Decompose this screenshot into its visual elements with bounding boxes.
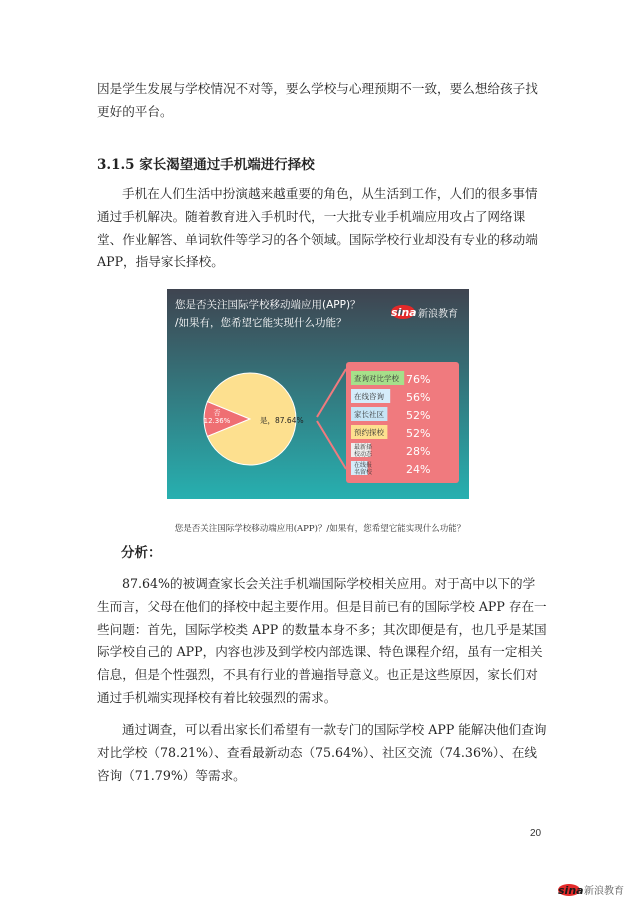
paragraph-analysis: 87.64%的被调查家长会关注手机端国际学校相关应用。对于高中以下的学生而言，父母在他们的择校中起主要作用。但是目前已有的国际学校 APP 存在一些问题：首先，国际学校类 APP 的数量本身不多；其次即便是有，也几乎是某国际学校自己的 APP，内容也涉及到学校内部选课、特色课程介绍，虽有一定相关信息，但是个性强烈，不具有行业的普遍指导意义。也正是这些原因，家长们对通过手机端实现择校有着比较强烈的需求。 [97,576,547,705]
section-heading: 3.1.5 家长渴望通过手机端进行择校 [97,157,315,173]
feature-label: 最新择校动态 [354,444,373,458]
sina-logo-latin: sina [391,306,417,319]
footer-logo-latin: sina [558,884,584,897]
feature-label: 家长社区 [354,410,384,419]
analysis-label: 分析： [121,545,162,561]
footer-logo-cn: 新浪教育 [584,886,624,897]
chart-title: 您是否关注国际学校移动端应用(APP)？ [175,299,361,311]
feature-label: 查询对比学校 [354,374,399,383]
feature-value: 24% [406,463,431,476]
pie-label-yes: 是，87.64% [260,416,304,425]
feature-value: 56% [406,391,431,404]
feature-value: 52% [406,409,431,422]
pie-label-no: 否 12.36% [203,409,231,425]
feature-value: 52% [406,427,431,440]
survey-figure [167,289,469,499]
paragraph-intro: 因是学生发展与学校情况不对等，要么学校与心理预期不一致，要么想给孩子找更好的平台。 [97,81,538,119]
paragraph-mobile: 手机在人们生活中扮演越来越重要的角色，从生活到工作，人们的很多事情通过手机解决。随着教育进入手机时代，一大批专业手机端应用攻占了网络课堂、作业解答、单词软件等学习的各个领域。国际学校行业却没有专业的移动端 APP，指导家长择校。 [97,186,538,270]
feature-value: 28% [406,445,431,458]
figure-caption: 您是否关注国际学校移动端应用(APP)？/如果有，您希望它能实现什么功能？ [174,524,466,534]
footer-sina-logo [556,878,632,900]
sina-logo-cn: 新浪教育 [418,309,458,320]
feature-label: 在线报名留校 [354,462,373,476]
feature-value: 76% [406,373,431,386]
survey-chart [167,289,469,499]
chart-subtitle: /如果有，您希望它能实现什么功能？ [175,317,347,329]
page-number: 20 [530,828,542,839]
feature-label: 在线咨询 [354,392,384,401]
feature-label: 预约探校 [354,428,384,437]
paragraph-conclusion: 通过调查，可以看出家长们希望有一款专门的国际学校 APP 能解决他们查询对比学校（78.21%）、查看最新动态（75.64%）、社区交流（74.36%）、在线咨询（71.79%）等需求。 [97,722,547,783]
